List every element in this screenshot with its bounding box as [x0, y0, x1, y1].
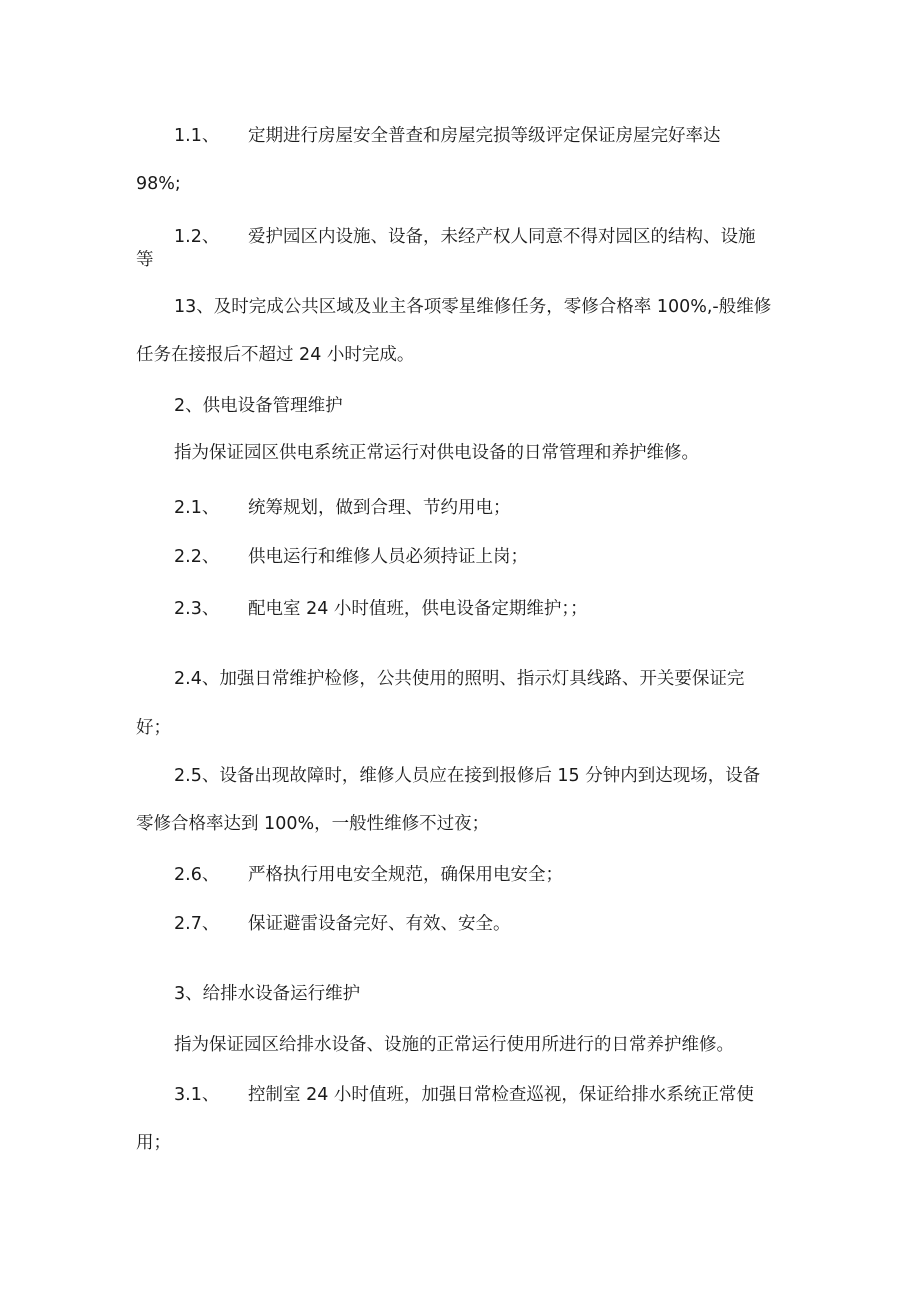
paragraph-text: 统筹规划，做到合理、节约用电； [248, 498, 511, 518]
paragraph-3-1-continuation: 用； [136, 1133, 171, 1153]
paragraph-1-1 [174, 124, 721, 148]
paragraph-2-7 [174, 912, 511, 936]
item-number: 2.2、 [174, 547, 220, 567]
paragraph-text: 控制室 24 小时值班，加强日常检查巡视，保证给排水系统正常使 [248, 1085, 754, 1105]
paragraph-1-3: 13、及时完成公共区域及业主各项零星维修任务，零修合格率 100%,-般维修 [174, 297, 772, 317]
paragraph-3-1 [174, 1083, 754, 1107]
paragraph-text: 严格执行用电安全规范，确保用电安全； [248, 865, 563, 885]
paragraph-text: 供电运行和维修人员必须持证上岗； [248, 547, 528, 567]
paragraph-2-4: 2.4、加强日常维护检修，公共使用的照明、指示灯具线路、开关要保证完 [174, 669, 745, 689]
paragraph-2-5: 2.5、设备出现故障时，维修人员应在接到报修后 15 分钟内到达现场，设备 [174, 766, 761, 786]
paragraph-2-2 [174, 545, 528, 569]
item-number: 2.6、 [174, 865, 220, 885]
paragraph-2-4-continuation: 好； [136, 718, 171, 738]
paragraph-text: 保证避雷设备完好、有效、安全。 [248, 914, 511, 934]
item-number: 2.7、 [174, 914, 220, 934]
section-intro-3: 指为保证园区给排水设备、设施的正常运行使用所进行的日常养护维修。 [174, 1035, 734, 1055]
paragraph-text: 配电室 24 小时值班，供电设备定期维护；； [248, 599, 588, 619]
paragraph-2-6 [174, 863, 563, 887]
section-heading-2: 2、供电设备管理维护 [174, 396, 343, 416]
paragraph-1-1-continuation: 98%; [136, 174, 181, 194]
item-number: 1.2、 [174, 227, 220, 247]
section-heading-3: 3、给排水设备运行维护 [174, 984, 361, 1004]
paragraph-1-3-continuation: 任务在接报后不超过 24 小时完成。 [136, 345, 415, 365]
item-number: 1.1、 [174, 126, 220, 146]
item-number: 3.1、 [174, 1085, 220, 1105]
item-number: 2.3、 [174, 599, 220, 619]
paragraph-2-1 [174, 496, 511, 520]
paragraph-text: 定期进行房屋安全普查和房屋完损等级评定保证房屋完好率达 [248, 126, 721, 146]
paragraph-2-5-continuation: 零修合格率达到 100%，一般性维修不过夜； [136, 814, 490, 834]
paragraph-text: 爱护园区内设施、设备，未经产权人同意不得对园区的结构、设施 [248, 227, 756, 247]
item-number: 2.1、 [174, 498, 220, 518]
section-intro-2: 指为保证园区供电系统正常运行对供电设备的日常管理和养护维修。 [174, 443, 699, 463]
paragraph-1-2 [174, 225, 756, 249]
paragraph-1-2-continuation: 等 [136, 250, 154, 270]
paragraph-2-3 [174, 597, 588, 621]
